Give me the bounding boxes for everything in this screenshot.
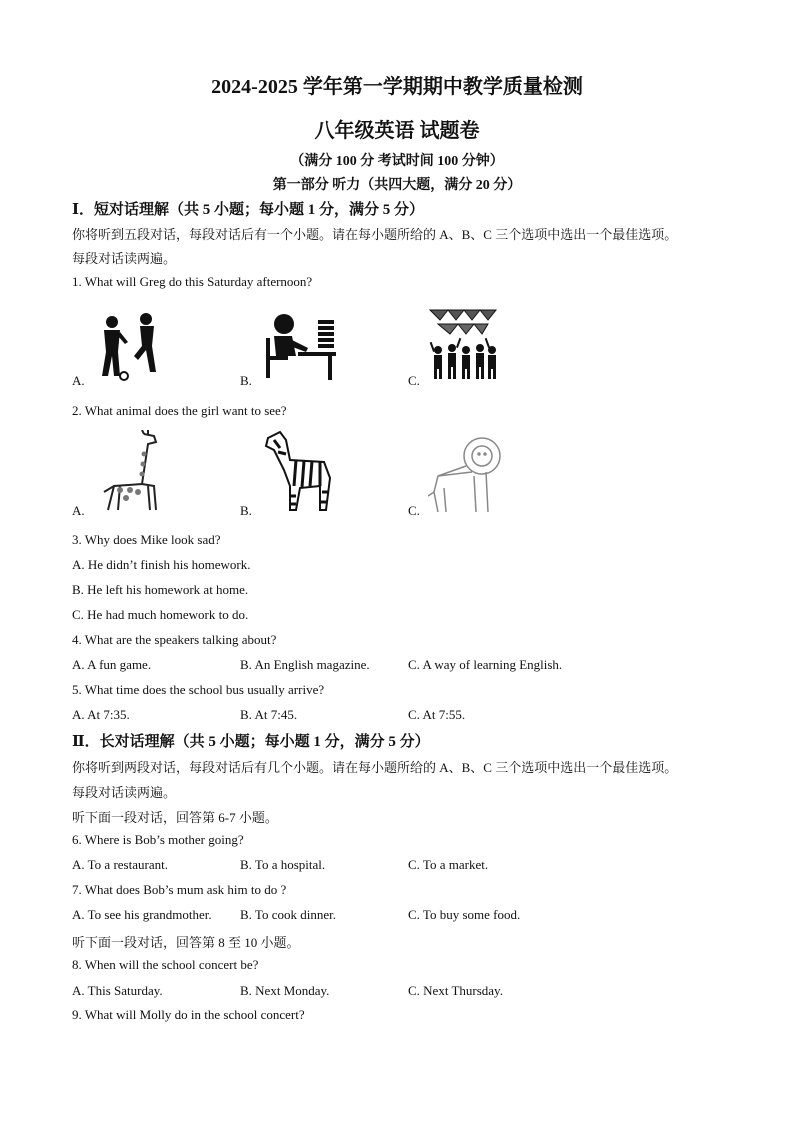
section1-heading: Ⅰ．短对话理解（共 5 小题；每小题 1 分，满分 5 分） — [72, 202, 425, 218]
section1-instruction-2: 每段对话读两遍。 — [72, 251, 177, 266]
option-b: B. — [240, 503, 252, 518]
exam-info: （满分 100 分 考试时间 100 分钟） — [290, 154, 504, 169]
question-2: 2. What animal does the girl want to see? — [72, 403, 287, 418]
student-studying-icon — [262, 312, 338, 382]
option-c: C. — [408, 503, 420, 518]
option-b: B. At 7:45. — [240, 707, 298, 722]
option-a: A. A fun game. — [72, 657, 152, 672]
question-9: 9. What will Molly do in the school concert? — [72, 1007, 305, 1022]
option-c: C. Next Thursday. — [408, 983, 503, 998]
giraffe-icon — [96, 430, 172, 514]
question-1: 1. What will Greg do this Saturday afternoon? — [72, 274, 313, 289]
section2-instruction: 你将听到两段对话，每段对话后有几个小题。请在每小题所给的 A、B、C 三个选项中选出一个最佳选项。 — [72, 760, 678, 775]
exam-title: 2024-2025 学年第一学期期中教学质量检测 — [211, 76, 583, 98]
soccer-players-icon — [94, 312, 166, 382]
section2-heading: Ⅱ．长对话理解（共 5 小题；每小题 1 分，满分 5 分） — [72, 734, 430, 750]
dialog-instruction-2: 听下面一段对话，回答第 8 至 10 小题。 — [72, 935, 300, 950]
question-8: 8. When will the school concert be? — [72, 957, 259, 972]
part-heading: 第一部分 听力（共四大题，满分 20 分） — [272, 178, 522, 193]
option-b: B. He left his homework at home. — [72, 582, 249, 597]
option-a: A. To see his grandmother. — [72, 907, 212, 922]
option-a: A. He didn’t finish his homework. — [72, 557, 251, 572]
section1-instruction: 你将听到五段对话，每段对话后有一个小题。请在每小题所给的 A、B、C 三个选项中选出一个最佳选项。 — [72, 227, 678, 242]
question-3: 3. Why does Mike look sad? — [72, 532, 221, 547]
option-b: B. Next Monday. — [240, 983, 330, 998]
question-7: 7. What does Bob’s mum ask him to do ? — [72, 882, 287, 897]
option-b: B. — [240, 373, 252, 388]
option-c: C. — [408, 373, 420, 388]
question-4: 4. What are the speakers talking about? — [72, 632, 277, 647]
section2-instruction-2: 每段对话读两遍。 — [72, 785, 177, 800]
exam-subtitle: 八年级英语 试题卷 — [314, 120, 480, 142]
option-a: A. This Saturday. — [72, 983, 163, 998]
option-a: A. To a restaurant. — [72, 857, 168, 872]
zebra-icon — [260, 430, 338, 514]
option-a: A. At 7:35. — [72, 707, 130, 722]
question-5: 5. What time does the school bus usually arrive? — [72, 682, 325, 697]
lion-icon — [428, 432, 506, 516]
option-c: C. He had much homework to do. — [72, 607, 249, 622]
option-b: B. An English magazine. — [240, 657, 370, 672]
option-c: C. A way of learning English. — [408, 657, 563, 672]
option-c: C. To buy some food. — [408, 907, 521, 922]
option-c: C. To a market. — [408, 857, 489, 872]
question-6: 6. Where is Bob’s mother going? — [72, 832, 244, 847]
option-c: C. At 7:55. — [408, 707, 466, 722]
dialog-instruction-1: 听下面一段对话，回答第 6-7 小题。 — [72, 810, 278, 825]
option-a: A. — [72, 373, 85, 388]
option-b: B. To a hospital. — [240, 857, 326, 872]
birthday-party-icon — [428, 306, 498, 382]
option-a: A. — [72, 503, 85, 518]
option-b: B. To cook dinner. — [240, 907, 336, 922]
